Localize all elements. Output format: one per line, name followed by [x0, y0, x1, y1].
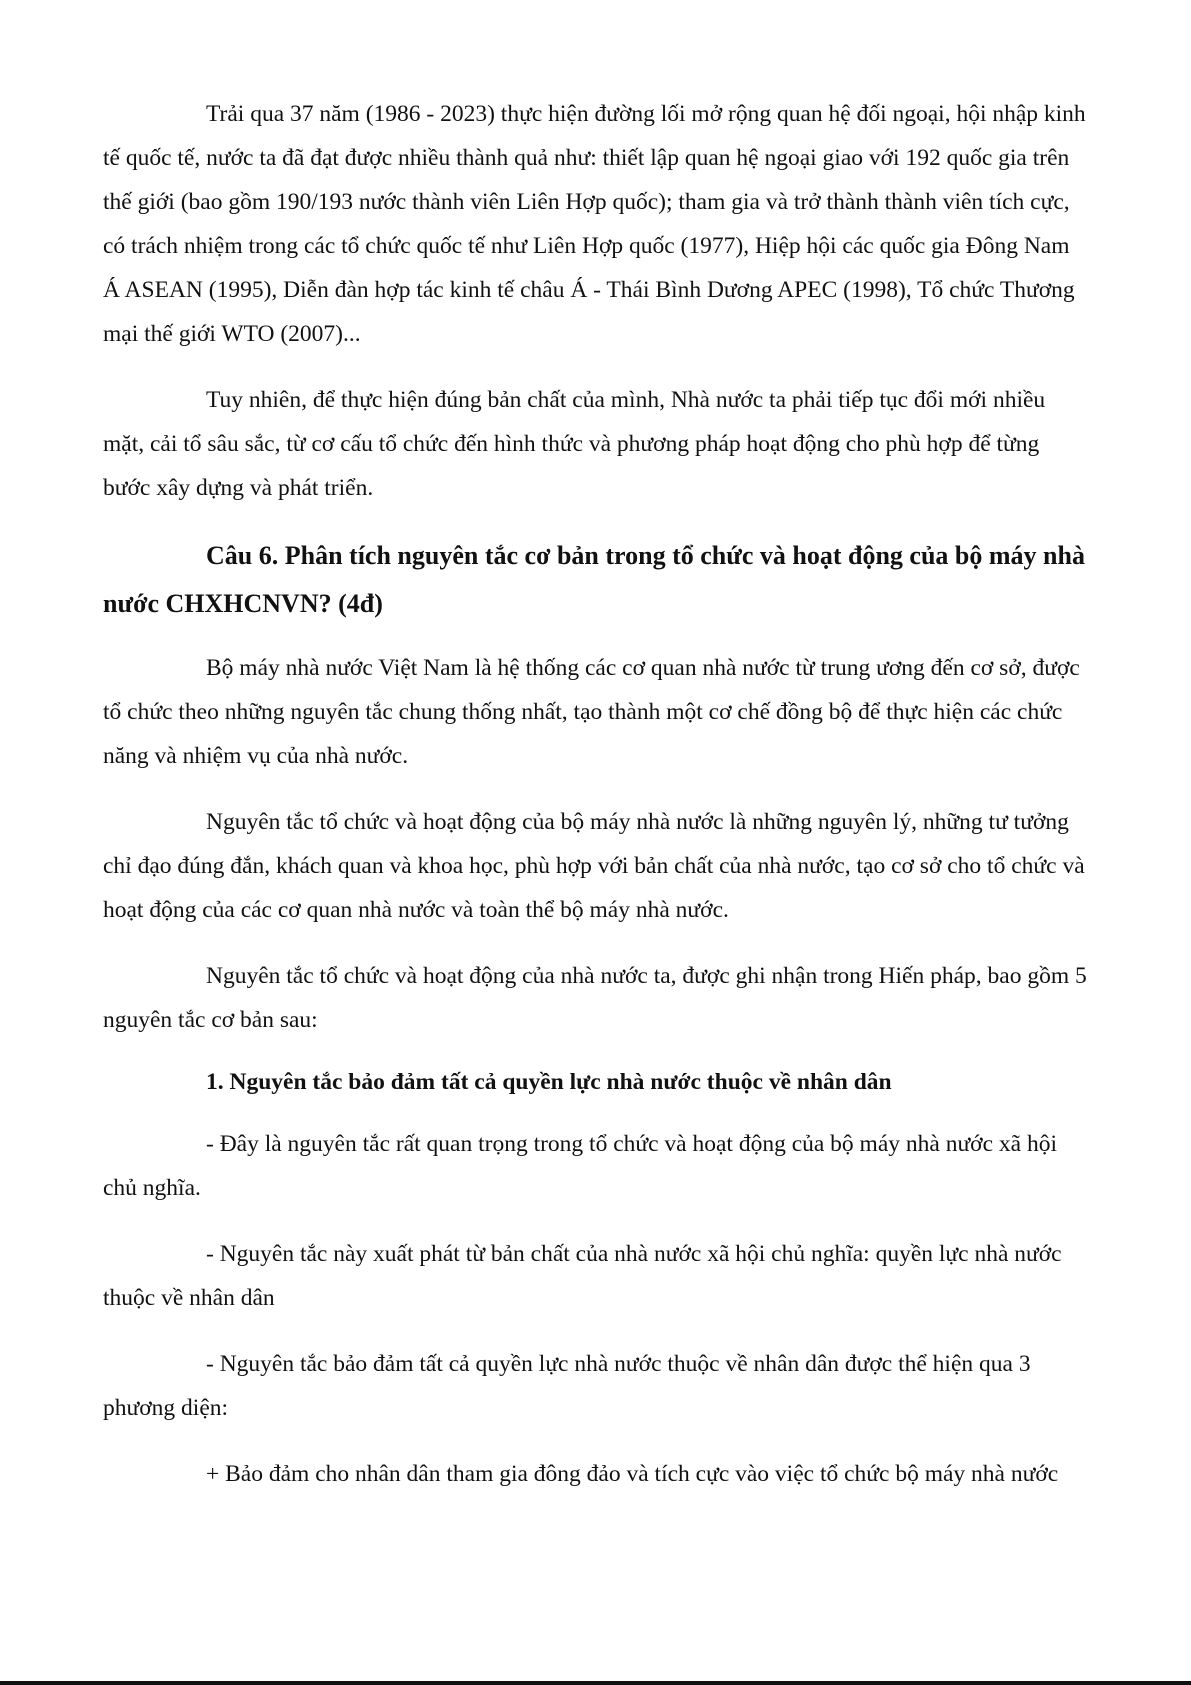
sub-bullet-participation: + Bảo đảm cho nhân dân tham gia đông đảo và tích cực vào việc tổ chức bộ máy nhà nước [206, 1461, 1059, 1487]
paragraph-foreign-relations: Trải qua 37 năm (1986 - 2023) thực hiện đường lối mở rộng quan hệ đối ngoại, hội nhập kinh tế quốc tế, nước ta đã đạt được nhiều thành quả như: thiết lập quan hệ ngoại giao với 192 quốc gia trên thế giới (bao gồm 190/193 nước thành viên Liên Hợp quốc); tham gia và trở thành thành viên tích cực, có trách nhiệm trong các tổ chức quốc tế như Liên Hợp quốc (1977), Hiệp hội các quốc gia Đông Nam Á ASEAN (1995), Diễn đàn hợp tác kinh tế châu Á - Thái Bình Dương APEC (1998), Tổ chức Thương mại thế giới WTO (2007)... [103, 101, 1086, 347]
page-bottom-rule [0, 1681, 1191, 1685]
bullet-origin: - Nguyên tắc này xuất phát từ bản chất của nhà nước xã hội chủ nghĩa: quyền lực nhà nước thuộc về nhân dân [103, 1241, 1062, 1311]
principle-1-heading: 1. Nguyên tắc bảo đảm tất cả quyền lực nhà nước thuộc về nhân dân [206, 1069, 892, 1095]
paragraph-five-principles: Nguyên tắc tổ chức và hoạt động của nhà nước ta, được ghi nhận trong Hiến pháp, bao gồm 5 nguyên tắc cơ bản sau: [103, 963, 1087, 1033]
question-heading: Câu 6. Phân tích nguyên tắc cơ bản trong tổ chức và hoạt động của bộ máy nhà nước CHXHCNVN? (4đ) [103, 541, 1085, 618]
bullet-importance: - Đây là nguyên tắc rất quan trọng trong tổ chức và hoạt động của bộ máy nhà nước xã hội chủ nghĩa. [103, 1131, 1058, 1201]
paragraph-state-apparatus: Bộ máy nhà nước Việt Nam là hệ thống các cơ quan nhà nước từ trung ương đến cơ sở, được tổ chức theo những nguyên tắc chung thống nhất, tạo thành một cơ chế đồng bộ để thực hiện các chức năng và nhiệm vụ của nhà nước. [103, 655, 1080, 769]
paragraph-principle-definition: Nguyên tắc tổ chức và hoạt động của bộ máy nhà nước là những nguyên lý, những tư tưởng chỉ đạo đúng đắn, khách quan và khoa học, phù hợp với bản chất của nhà nước, tạo cơ sở cho tổ chức và hoạt động của các cơ quan nhà nước và toàn thể bộ máy nhà nước. [103, 809, 1085, 923]
paragraph-reform-need: Tuy nhiên, để thực hiện đúng bản chất của mình, Nhà nước ta phải tiếp tục đổi mới nhiều mặt, cải tổ sâu sắc, từ cơ cấu tổ chức đến hình thức và phương pháp hoạt động cho phù hợp để từng bước xây dựng và phát triển. [103, 387, 1046, 501]
document-page [103, 92, 1088, 1496]
bullet-three-aspects: - Nguyên tắc bảo đảm tất cả quyền lực nhà nước thuộc về nhân dân được thể hiện qua 3 phương diện: [103, 1351, 1031, 1421]
